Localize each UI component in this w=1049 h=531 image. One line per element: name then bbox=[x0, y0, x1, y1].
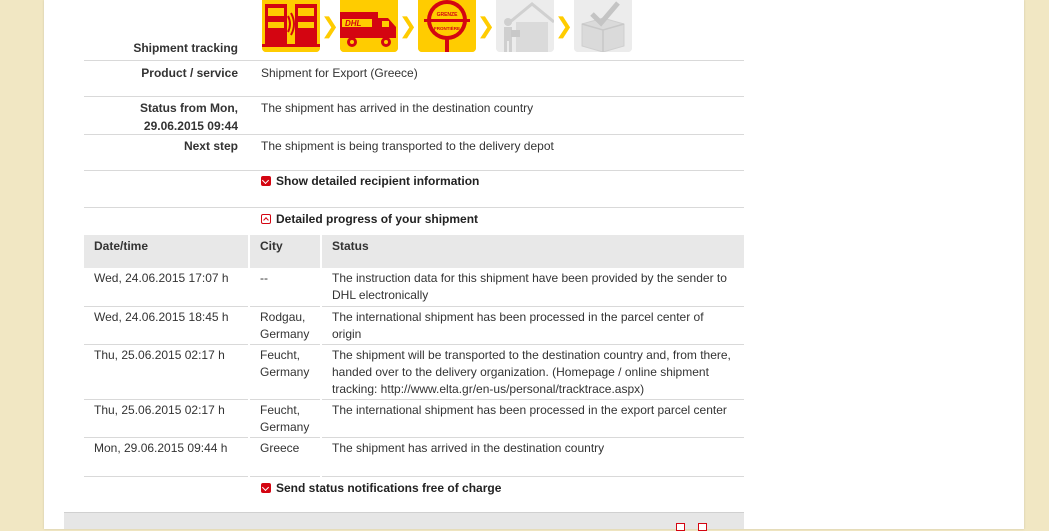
row-city: Feucht, Germany bbox=[249, 399, 321, 437]
dhl-truck-icon bbox=[340, 0, 398, 52]
progress-toggle[interactable] bbox=[261, 212, 478, 226]
shipment-details bbox=[84, 0, 744, 495]
pdf-icon[interactable] bbox=[676, 523, 685, 531]
svg-text:DHL: DHL bbox=[345, 19, 362, 28]
delivery-house-icon bbox=[496, 0, 554, 52]
status-value: The shipment has arrived in the destination country bbox=[261, 101, 534, 115]
row-date: Thu, 25.06.2015 02:17 h bbox=[84, 344, 249, 399]
tracking-steps bbox=[262, 0, 632, 52]
show-recipient-toggle[interactable] bbox=[261, 174, 479, 188]
row-city: Feucht, Germany bbox=[249, 344, 321, 399]
show-recipient-label: Show detailed recipient information bbox=[276, 174, 480, 188]
collapse-up-icon bbox=[261, 214, 271, 224]
row-date: Thu, 25.06.2015 02:17 h bbox=[84, 399, 249, 437]
row-city: -- bbox=[249, 268, 321, 306]
table-row bbox=[84, 399, 744, 437]
chevron-right-icon: ❯ bbox=[554, 13, 574, 38]
chevron-right-icon: ❯ bbox=[398, 13, 418, 38]
border-sign-top: GRENZE bbox=[436, 12, 458, 18]
table-row bbox=[84, 437, 744, 476]
header-status: Status bbox=[321, 235, 744, 268]
status-label-line1: Status from Mon, bbox=[140, 101, 238, 115]
status-label bbox=[84, 99, 238, 135]
table-row bbox=[84, 306, 744, 344]
next-step-label: Next step bbox=[183, 139, 238, 153]
progress-toggle-row bbox=[84, 208, 744, 236]
border-sign-bottom: FRONTIÈRE bbox=[433, 26, 461, 31]
table-header-row bbox=[84, 235, 744, 268]
row-status: The international shipment has been processed in the export parcel center bbox=[321, 399, 744, 437]
next-step-row bbox=[84, 135, 744, 171]
table-row bbox=[84, 268, 744, 306]
progress-toggle-label: Detailed progress of your shipment bbox=[276, 212, 479, 226]
row-city: Rodgau, Germany bbox=[249, 306, 321, 344]
expand-down-icon bbox=[261, 483, 271, 493]
pdf-icon[interactable] bbox=[698, 523, 707, 531]
send-notifications-toggle[interactable] bbox=[261, 481, 501, 495]
table-row bbox=[84, 344, 744, 399]
row-date: Wed, 24.06.2015 17:07 h bbox=[84, 268, 249, 306]
chevron-right-icon: ❯ bbox=[476, 13, 496, 38]
row-status: The international shipment has been processed in the parcel center of origin bbox=[321, 306, 744, 344]
status-label-line2: 29.06.2015 09:44 bbox=[143, 119, 238, 133]
delivered-box-icon bbox=[574, 0, 632, 52]
product-value: Shipment for Export (Greece) bbox=[261, 66, 418, 80]
footer-bar bbox=[64, 512, 744, 529]
progress-table bbox=[84, 235, 744, 477]
parcel-center-icon bbox=[262, 0, 320, 52]
tracking-label: Shipment tracking bbox=[133, 41, 238, 55]
expand-down-icon bbox=[261, 176, 271, 186]
row-status: The shipment has arrived in the destination country bbox=[321, 437, 744, 476]
product-row bbox=[84, 61, 744, 97]
row-city: Greece bbox=[249, 437, 321, 476]
header-date: Date/time bbox=[84, 235, 249, 268]
next-step-value: The shipment is being transported to the delivery depot bbox=[261, 139, 554, 153]
row-date: Mon, 29.06.2015 09:44 h bbox=[84, 437, 249, 476]
header-city: City bbox=[249, 235, 321, 268]
recipient-row bbox=[84, 171, 744, 208]
row-status: The instruction data for this shipment have been provided by the sender to DHL electronically bbox=[321, 268, 744, 306]
row-date: Wed, 24.06.2015 18:45 h bbox=[84, 306, 249, 344]
border-crossing-icon bbox=[418, 0, 476, 52]
status-row bbox=[84, 97, 744, 135]
page-panel bbox=[44, 0, 1024, 529]
tracking-row bbox=[84, 0, 744, 61]
row-status: The shipment will be transported to the destination country and, from there, handed over to the delivery organization. (Homepage / online shipment tracking: http://www.elta.gr/en-us/personal/tracktrace.aspx) bbox=[321, 344, 744, 399]
product-label: Product / service bbox=[141, 66, 238, 80]
chevron-right-icon: ❯ bbox=[320, 13, 340, 38]
send-notifications-label: Send status notifications free of charge bbox=[276, 481, 502, 495]
